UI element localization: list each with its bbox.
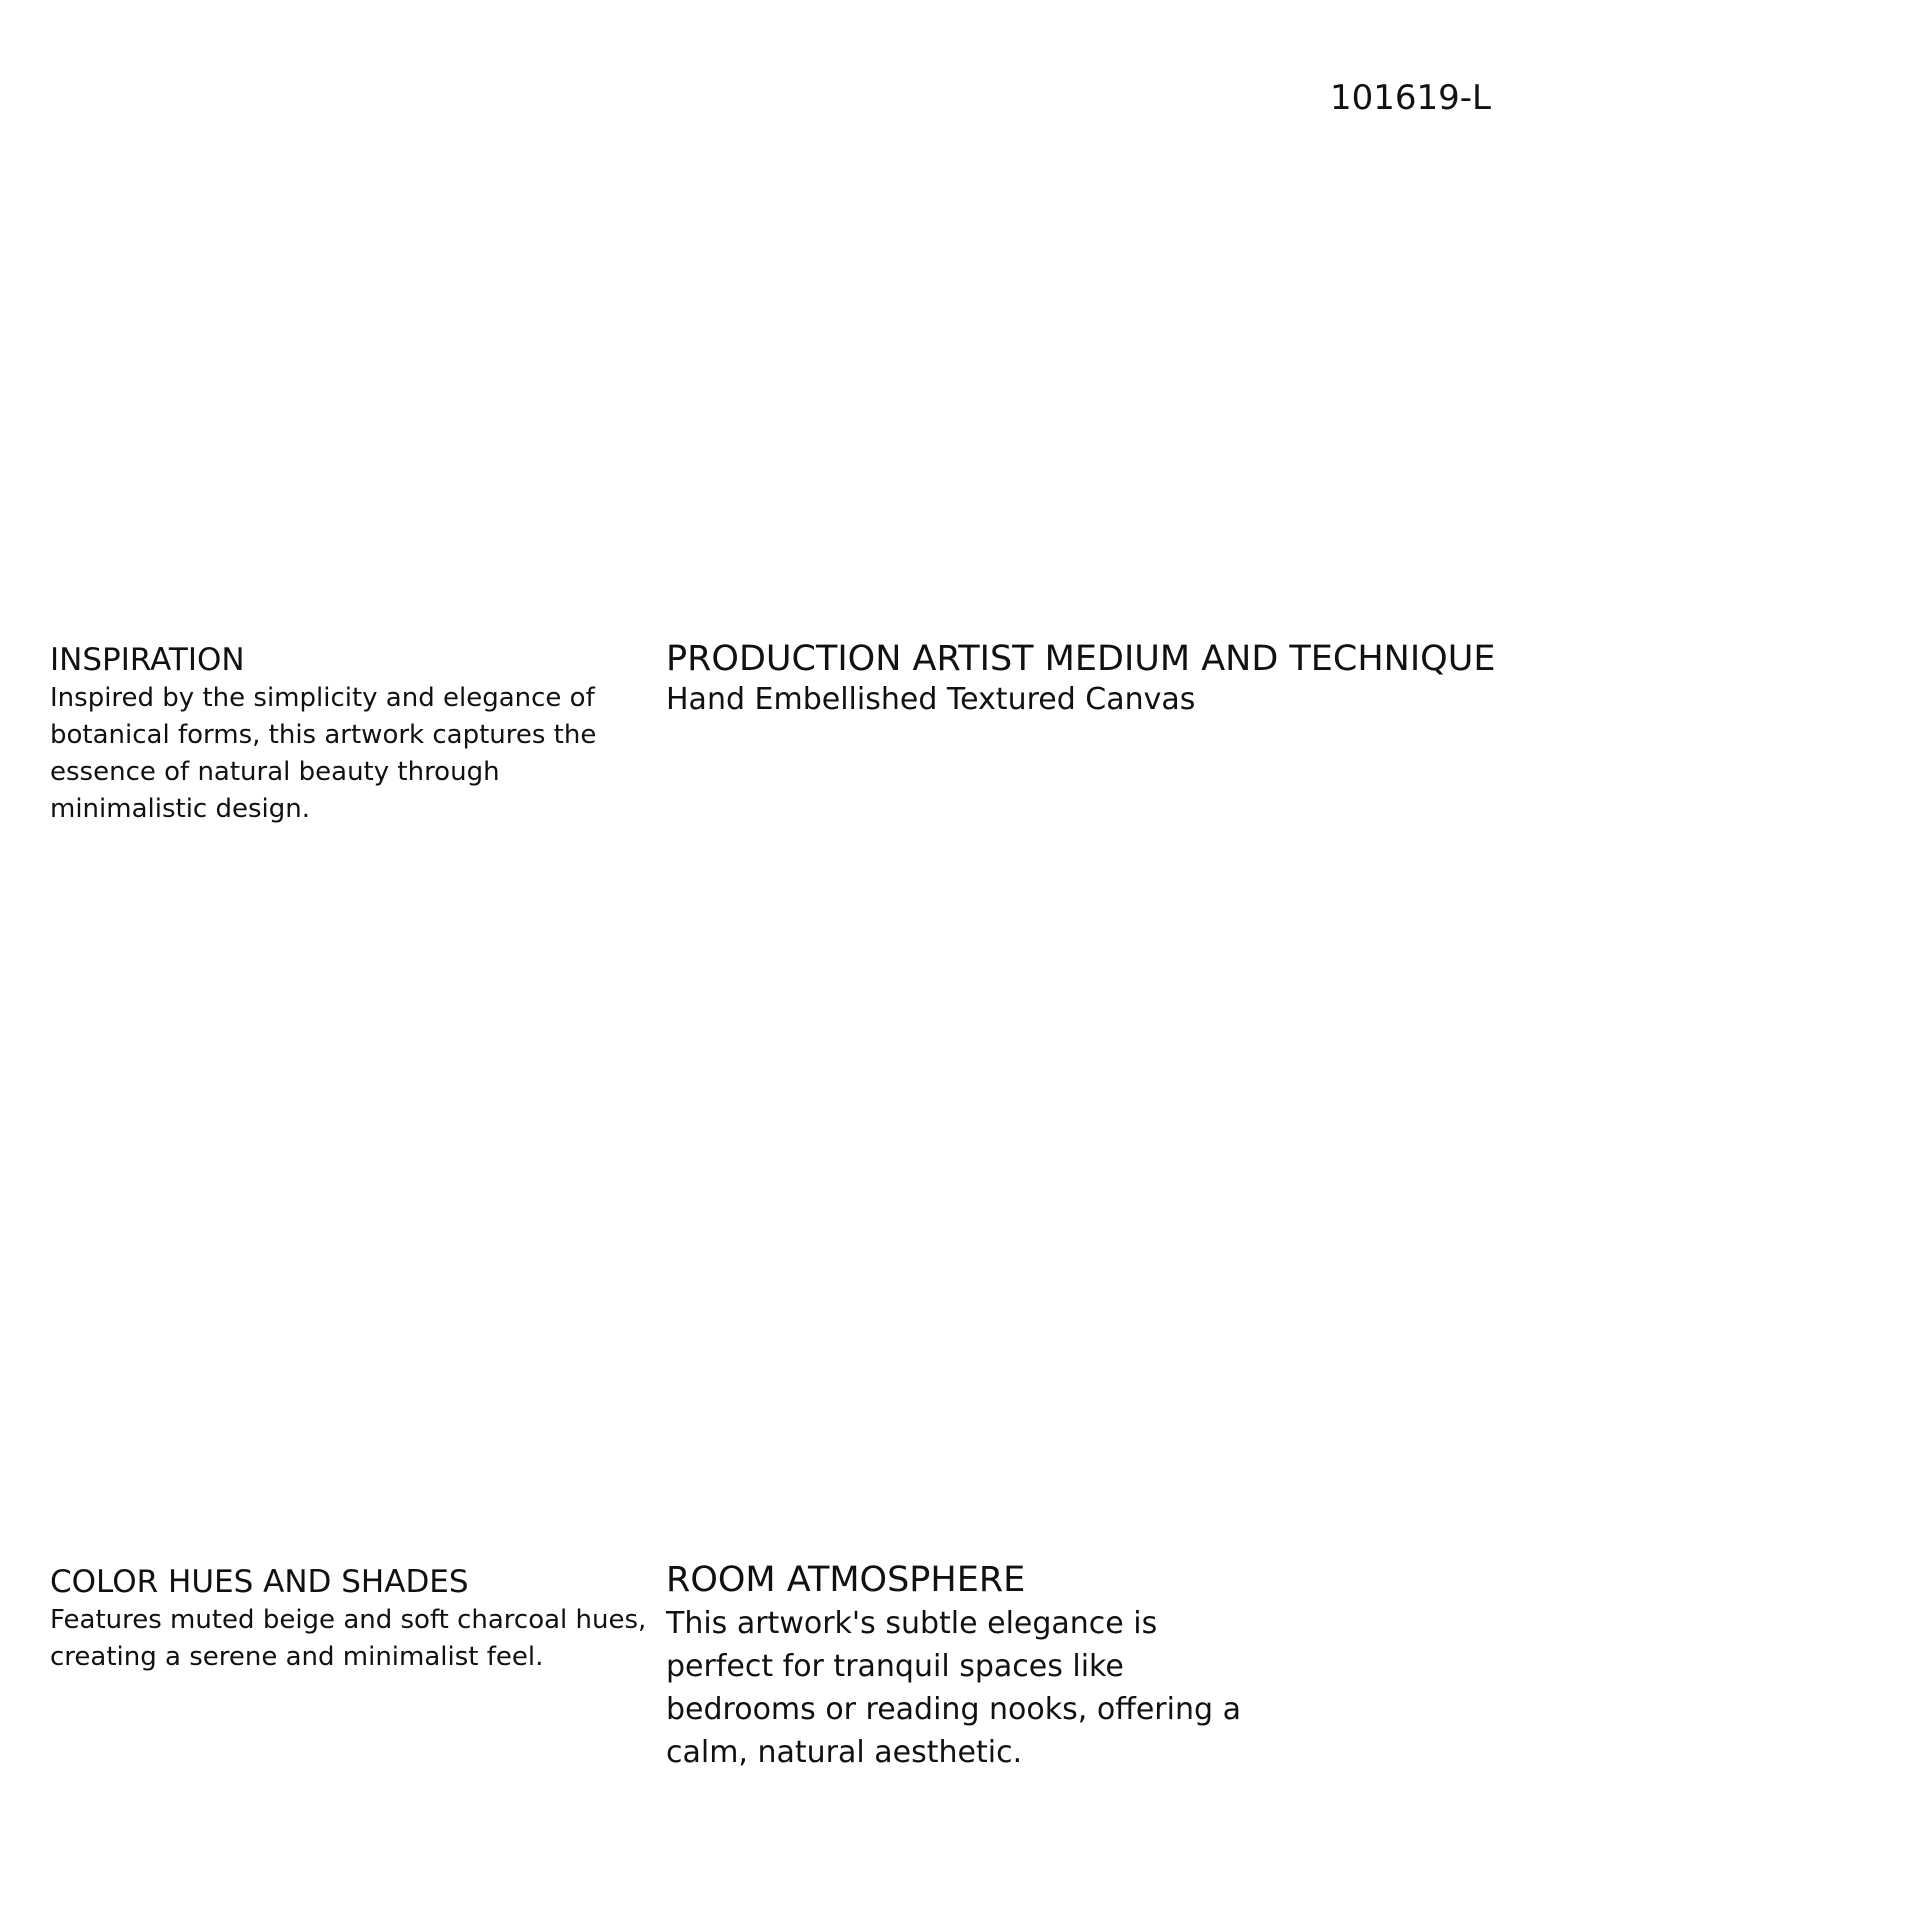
color-hues-section — [50, 1562, 650, 1676]
inspiration-text: Inspired by the simplicity and elegance of botanical forms, this artwork captures the essence of natural beauty through minimalistic design. — [50, 683, 597, 824]
medium-technique-heading: PRODUCTION ARTIST MEDIUM AND TECHNIQUE — [666, 639, 1496, 679]
color-hues-heading: COLOR HUES AND SHADES — [50, 1564, 469, 1600]
inspiration-heading: INSPIRATION — [50, 642, 245, 678]
medium-technique-text: Hand Embellished Textured Canvas — [666, 682, 1196, 717]
color-hues-text: Features muted beige and soft charcoal hues, creating a serene and minimalist feel. — [50, 1605, 647, 1672]
room-atmosphere-section — [666, 1558, 1266, 1774]
room-atmosphere-heading: ROOM ATMOSPHERE — [666, 1560, 1026, 1600]
room-atmosphere-text: This artwork's subtle elegance is perfect for tranquil spaces like bedrooms or reading nooks, offering a calm, natural aesthetic. — [666, 1606, 1241, 1770]
medium-technique-section — [666, 637, 1666, 719]
product-code: 101619-L — [1330, 78, 1492, 118]
inspiration-section — [50, 640, 650, 828]
